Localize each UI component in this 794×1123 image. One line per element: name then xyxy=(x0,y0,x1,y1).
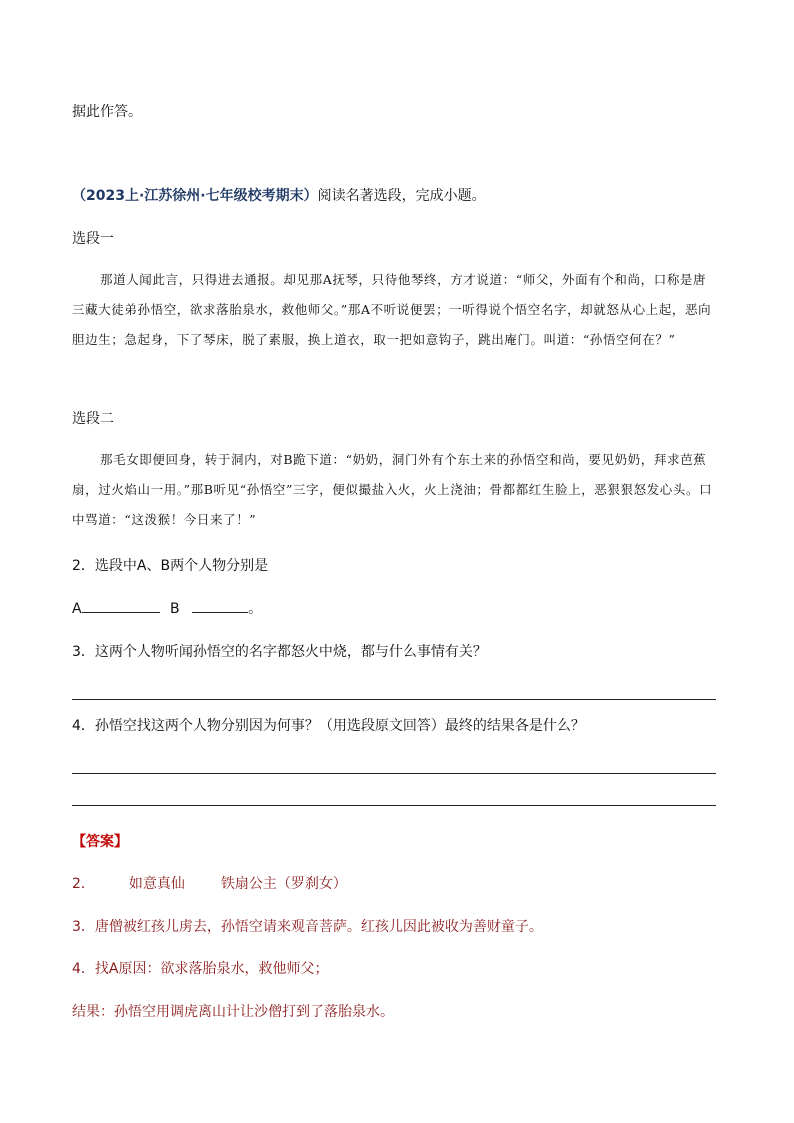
answer-2-a: 如意真仙 xyxy=(128,876,185,892)
blank-b-input[interactable] xyxy=(192,598,248,613)
answer-2-b: 铁扇公主（罗刹女） xyxy=(220,876,347,892)
answer-2 xyxy=(72,874,347,894)
question-2: 2．选段中A、B两个人物分别是 xyxy=(72,558,269,574)
question-source: （2023上·江苏徐州·七年级校考期末） xyxy=(72,188,318,204)
answer-4-result: 结果：孙悟空用调虎离山计让沙僧打到了落胎泉水。 xyxy=(72,1004,394,1020)
question-header xyxy=(72,186,486,206)
blank-end: 。 xyxy=(248,601,263,617)
question-3: 3．这两个人物听闻孙悟空的名字都怒火中烧，都与什么事情有关？ xyxy=(72,644,487,660)
blank-b-label: B xyxy=(170,601,180,617)
excerpt1-text: 那道人闻此言，只得进去通报。却见那A抚琴，只待他琴终，方才说道：“师父，外面有个和尚，口称是唐三藏大徒弟孙悟空，欲求落胎泉水，救他师父。”那A不听说便罢；一听得说个悟空名字，却就怒从心上起，恶向胆边生；急起身，下了琴床，脱了素服，换上道衣，取一把如意钩子，跳出庵门。叫道：“孙悟空何在？” xyxy=(72,272,712,347)
answer-4: 4．找A原因：欲求落胎泉水，救他师父； xyxy=(72,961,329,977)
excerpt2-title: 选段二 xyxy=(72,411,114,427)
answer-heading: 【答案】 xyxy=(72,834,128,850)
answer-line-q4-1[interactable] xyxy=(72,773,716,774)
answer-line-q3[interactable] xyxy=(72,699,716,700)
answer-line-q4-2[interactable] xyxy=(72,805,716,806)
question-instruction: 阅读名著选段，完成小题。 xyxy=(317,188,486,204)
intro-text: 据此作答。 xyxy=(72,104,142,120)
excerpt2-text: 那毛女即便回身，转于洞内，对B跪下道：“奶奶，洞门外有个东土来的孙悟空和尚，要见奶奶，拜求芭蕉扇，过火焰山一用。”那B听见“孙悟空”三字，便似撮盐入火，火上浇油；骨都都红生脸上，恶狠狠怒发心头。口中骂道：“这泼猴！今日来了！” xyxy=(72,452,713,527)
answer-3: 3．唐僧被红孩儿虏去，孙悟空请来观音菩萨。红孩儿因此被收为善财童子。 xyxy=(72,919,543,935)
answer-2-number: 2． xyxy=(72,876,95,892)
question-2-blanks xyxy=(72,598,262,619)
blank-a-input[interactable] xyxy=(82,598,160,613)
excerpt1-title: 选段一 xyxy=(72,231,114,247)
blank-a-label: A xyxy=(72,601,82,617)
question-4: 4．孙悟空找这两个人物分别因为何事？（用选段原文回答）最终的结果各是什么？ xyxy=(72,718,585,734)
